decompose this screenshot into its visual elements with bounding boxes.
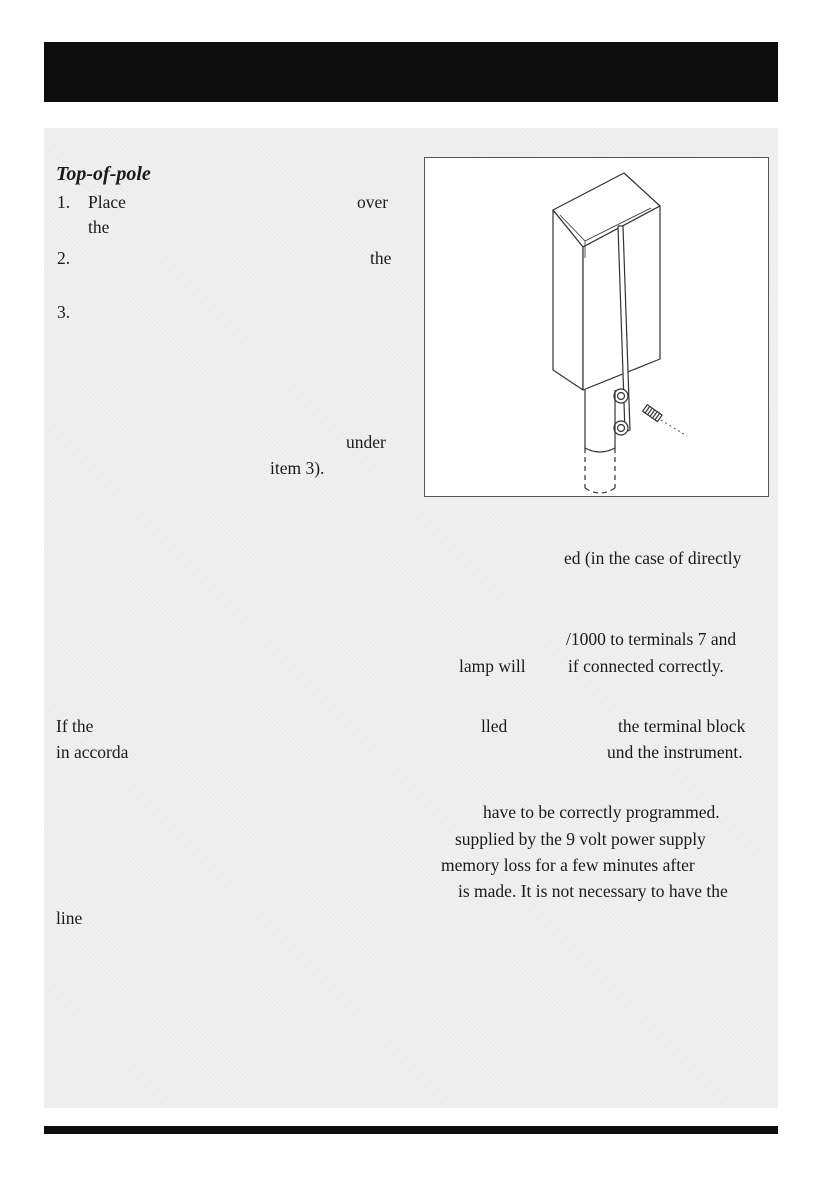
body-line-d2: lled — [481, 716, 508, 736]
body-line-j: line — [56, 908, 83, 928]
body-line-e1: in accorda — [56, 742, 129, 762]
body-line-h: memory loss for a few minutes after — [441, 855, 695, 875]
body-line-c1: lamp will — [459, 656, 526, 676]
body-line-g: supplied by the 9 volt power supply — [455, 829, 706, 849]
step-1-number: 1. — [57, 192, 71, 212]
step-1-text: Place — [88, 192, 126, 212]
footer-bar — [44, 1126, 778, 1134]
figure-box — [424, 157, 769, 497]
step-2-number: 2. — [57, 248, 71, 268]
step-2-text-end: the — [370, 248, 392, 268]
body-line-d1: If the — [56, 716, 94, 736]
step-3-text-item: item 3). — [270, 458, 325, 478]
pole-mounted-enclosure-icon — [425, 158, 768, 496]
step-3-number: 3. — [57, 302, 71, 322]
step-1-text-line2: the — [88, 217, 110, 237]
body-line-b: /1000 to terminals 7 and — [566, 629, 737, 649]
step-3-text-under: under — [346, 432, 386, 452]
body-line-f: have to be correctly programmed. — [483, 802, 720, 822]
header-bar — [44, 42, 778, 102]
body-line-c2: if connected correctly. — [568, 656, 724, 676]
body-line-d3: the terminal block — [618, 716, 746, 736]
body-line-a: ed (in the case of directly — [564, 548, 742, 568]
section-heading: Top-of-pole — [56, 163, 151, 185]
body-line-e2: und the instrument. — [607, 742, 743, 762]
body-line-i: is made. It is not necessary to have the — [458, 881, 728, 901]
step-1-text-end: over — [357, 192, 389, 212]
